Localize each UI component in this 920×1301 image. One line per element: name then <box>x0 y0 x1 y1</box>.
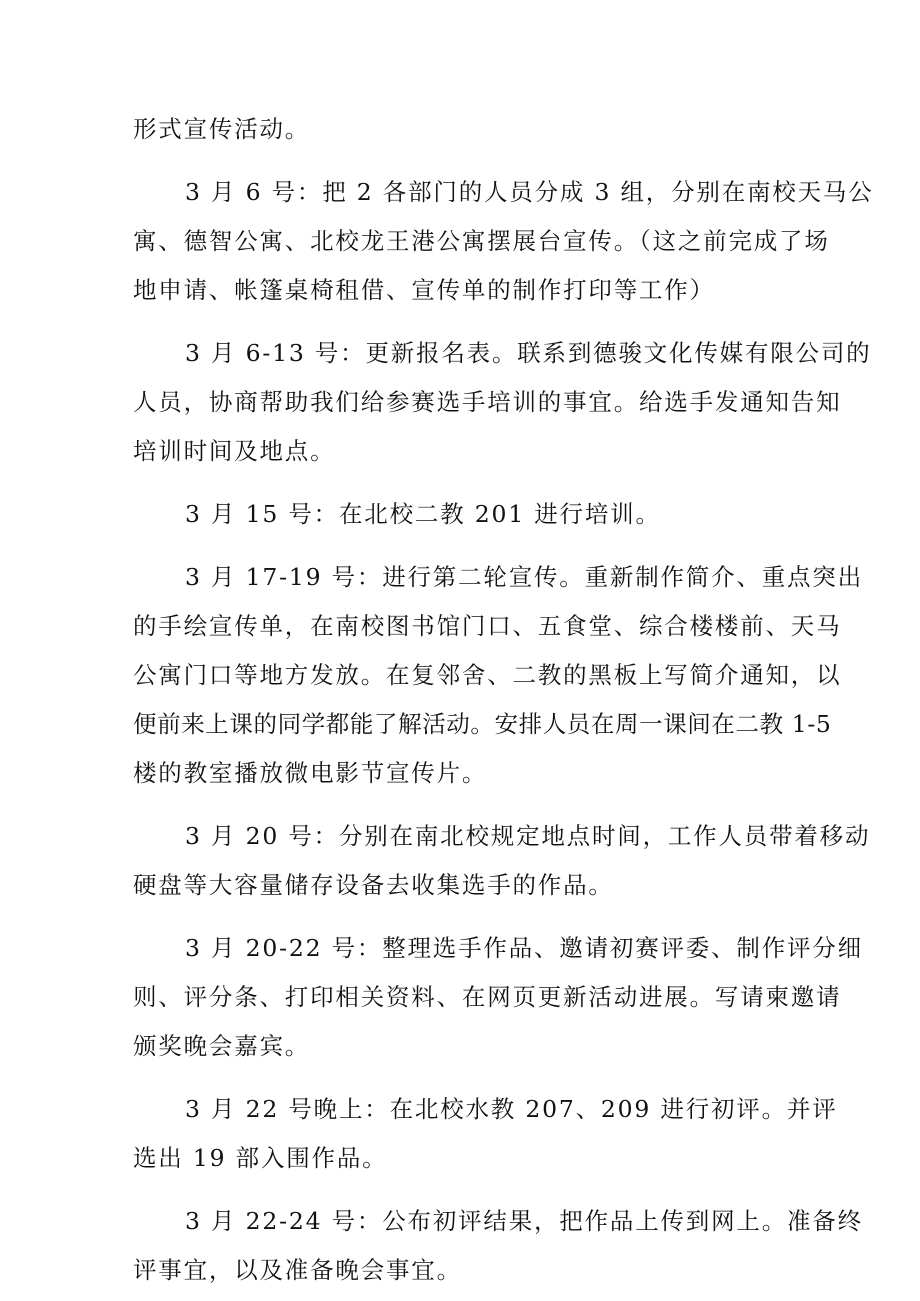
text-line: 公寓门口等地方发放。在复邻舍、二教的黑板上写简介通知，以 <box>133 661 842 689</box>
text-line: 3 月 22 号晚上：在北校水教 207、209 进行初评。并评 <box>185 1095 838 1123</box>
document-page <box>133 105 874 1295</box>
text-line: 培训时间及地点。 <box>133 437 336 465</box>
text-line: 选出 19 部入围作品。 <box>133 1144 388 1172</box>
text-line: 的手绘宣传单，在南校图书馆门口、五食堂、综合楼楼前、天马 <box>133 612 842 640</box>
text-line: 便前来上课的同学都能了解活动。安排人员在周一课间在二教 1-5 <box>133 710 832 738</box>
text-line: 楼的教室播放微电影节宣传片。 <box>133 759 488 787</box>
text-line: 硬盘等大容量储存设备去收集选手的作品。 <box>133 871 614 899</box>
text-line: 形式宣传活动。 <box>133 115 311 143</box>
text-line: 颁奖晚会嘉宾。 <box>133 1032 311 1060</box>
text-line: 则、评分条、打印相关资料、在网页更新活动进展。写请柬邀请 <box>133 983 842 1011</box>
text-line: 地申请、帐篷桌椅租借、宣传单的制作打印等工作） <box>133 276 715 304</box>
text-line: 评事宜，以及准备晚会事宜。 <box>133 1256 462 1284</box>
text-line: 人员，协商帮助我们给参赛选手培训的事宜。给选手发通知告知 <box>133 388 842 416</box>
text-line: 3 月 6 号：把 2 各部门的人员分成 3 组，分别在南校天马公 <box>185 178 874 206</box>
text-line: 3 月 15 号：在北校二教 201 进行培训。 <box>185 500 661 528</box>
text-line: 3 月 17-19 号：进行第二轮宣传。重新制作简介、重点突出 <box>185 563 863 591</box>
text-line: 寓、德智公寓、北校龙王港公寓摆展台宣传。（这之前完成了场 <box>133 227 830 255</box>
text-line: 3 月 20-22 号：整理选手作品、邀请初赛评委、制作评分细 <box>185 934 863 962</box>
text-line: 3 月 20 号：分别在南北校规定地点时间，工作人员带着移动 <box>185 822 871 850</box>
text-line: 3 月 22-24 号：公布初评结果，把作品上传到网上。准备终 <box>185 1207 863 1235</box>
text-line: 3 月 6-13 号：更新报名表。联系到德骏文化传媒有限公司的 <box>185 339 872 367</box>
